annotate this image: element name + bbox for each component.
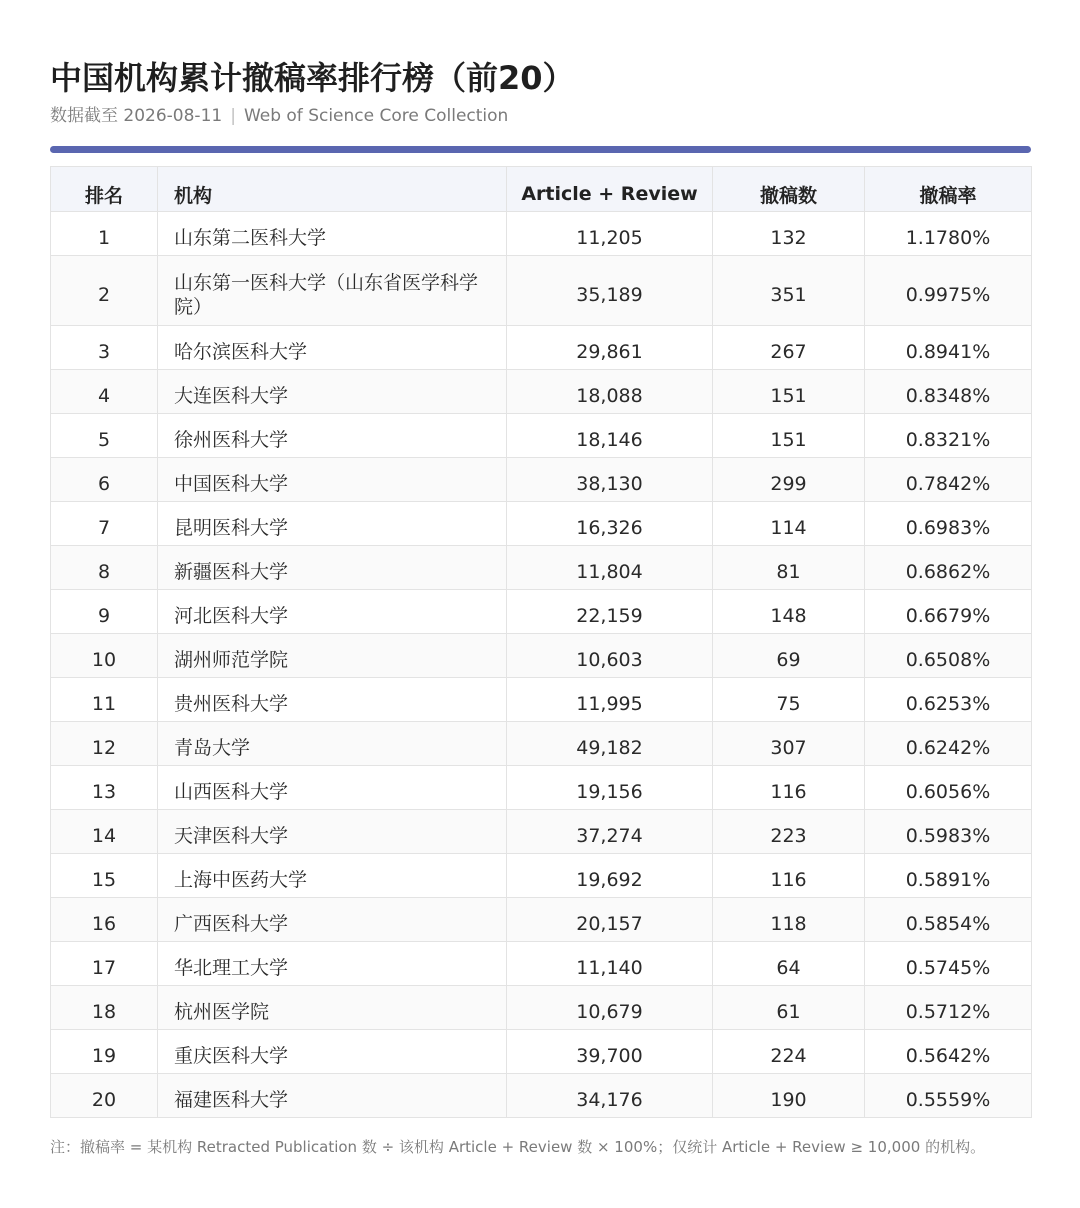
cell-article-review: 19,692 [507, 854, 713, 898]
cell-retraction-count: 116 [713, 766, 865, 810]
cell-rank: 13 [51, 766, 158, 810]
cell-rank: 19 [51, 1030, 158, 1074]
header-retraction-count: 撤稿数 [713, 167, 865, 212]
ranking-table [50, 166, 1032, 1118]
page-title: 中国机构累计撤稿率排行榜（前20） [50, 59, 575, 97]
cell-article-review: 10,603 [507, 634, 713, 678]
table-row [51, 722, 1032, 766]
cell-retraction-rate: 0.6679% [865, 590, 1032, 634]
cell-rank: 12 [51, 722, 158, 766]
cell-institution: 河北医科大学 [158, 590, 507, 634]
cell-retraction-rate: 0.6253% [865, 678, 1032, 722]
cell-retraction-rate: 0.5891% [865, 854, 1032, 898]
cell-retraction-count: 81 [713, 546, 865, 590]
cell-article-review: 22,159 [507, 590, 713, 634]
cell-retraction-count: 151 [713, 414, 865, 458]
header-article-review: Article + Review [507, 167, 713, 212]
cell-retraction-count: 64 [713, 942, 865, 986]
cell-institution: 天津医科大学 [158, 810, 507, 854]
cell-retraction-rate: 0.6983% [865, 502, 1032, 546]
cell-institution: 山东第二医科大学 [158, 212, 507, 256]
table-row [51, 414, 1032, 458]
cell-retraction-count: 299 [713, 458, 865, 502]
cell-institution: 福建医科大学 [158, 1074, 507, 1118]
table-row [51, 502, 1032, 546]
cell-rank: 11 [51, 678, 158, 722]
table-row [51, 212, 1032, 256]
cell-retraction-count: 61 [713, 986, 865, 1030]
cell-retraction-rate: 0.5642% [865, 1030, 1032, 1074]
table-row [51, 326, 1032, 370]
cell-retraction-rate: 0.8321% [865, 414, 1032, 458]
cell-retraction-count: 116 [713, 854, 865, 898]
table-row [51, 678, 1032, 722]
cell-rank: 8 [51, 546, 158, 590]
subtitle [50, 104, 508, 128]
cell-institution: 杭州医学院 [158, 986, 507, 1030]
separator: | [230, 106, 236, 126]
accent-bar [50, 146, 1031, 153]
cell-rank: 14 [51, 810, 158, 854]
table-row [51, 766, 1032, 810]
table-row [51, 256, 1032, 326]
cell-rank: 18 [51, 986, 158, 1030]
cell-retraction-rate: 0.9975% [865, 256, 1032, 326]
cell-institution: 广西医科大学 [158, 898, 507, 942]
cell-institution: 哈尔滨医科大学 [158, 326, 507, 370]
cell-rank: 20 [51, 1074, 158, 1118]
cell-retraction-count: 307 [713, 722, 865, 766]
cell-article-review: 37,274 [507, 810, 713, 854]
cell-retraction-count: 267 [713, 326, 865, 370]
cell-article-review: 16,326 [507, 502, 713, 546]
cell-institution: 徐州医科大学 [158, 414, 507, 458]
cell-article-review: 11,205 [507, 212, 713, 256]
cell-institution: 青岛大学 [158, 722, 507, 766]
cell-retraction-count: 75 [713, 678, 865, 722]
table-row [51, 590, 1032, 634]
cell-retraction-count: 224 [713, 1030, 865, 1074]
cell-retraction-rate: 0.5745% [865, 942, 1032, 986]
data-source: Web of Science Core Collection [243, 106, 509, 126]
cell-rank: 7 [51, 502, 158, 546]
cell-rank: 17 [51, 942, 158, 986]
cell-retraction-rate: 1.1780% [865, 212, 1032, 256]
cell-rank: 1 [51, 212, 158, 256]
cell-retraction-rate: 0.5559% [865, 1074, 1032, 1118]
cell-retraction-rate: 0.6056% [865, 766, 1032, 810]
cell-retraction-rate: 0.7842% [865, 458, 1032, 502]
cell-rank: 15 [51, 854, 158, 898]
cell-retraction-rate: 0.6862% [865, 546, 1032, 590]
cell-article-review: 11,140 [507, 942, 713, 986]
cell-article-review: 39,700 [507, 1030, 713, 1074]
cell-rank: 9 [51, 590, 158, 634]
cell-institution: 华北理工大学 [158, 942, 507, 986]
table-header-row [51, 167, 1032, 212]
cell-retraction-rate: 0.8348% [865, 370, 1032, 414]
table-body [51, 212, 1032, 1118]
cell-rank: 3 [51, 326, 158, 370]
cell-retraction-rate: 0.6508% [865, 634, 1032, 678]
table-row [51, 1030, 1032, 1074]
cell-retraction-rate: 0.5712% [865, 986, 1032, 1030]
table-row [51, 942, 1032, 986]
cell-article-review: 35,189 [507, 256, 713, 326]
cell-article-review: 18,088 [507, 370, 713, 414]
cell-article-review: 18,146 [507, 414, 713, 458]
cell-rank: 16 [51, 898, 158, 942]
cell-retraction-count: 114 [713, 502, 865, 546]
cell-article-review: 34,176 [507, 1074, 713, 1118]
cell-article-review: 49,182 [507, 722, 713, 766]
cell-institution: 中国医科大学 [158, 458, 507, 502]
cell-institution: 贵州医科大学 [158, 678, 507, 722]
cell-rank: 10 [51, 634, 158, 678]
cell-article-review: 10,679 [507, 986, 713, 1030]
table-row [51, 634, 1032, 678]
cell-retraction-count: 118 [713, 898, 865, 942]
cell-rank: 2 [51, 256, 158, 326]
cell-retraction-count: 151 [713, 370, 865, 414]
cell-institution: 湖州师范学院 [158, 634, 507, 678]
header-rank: 排名 [51, 167, 158, 212]
cell-retraction-count: 223 [713, 810, 865, 854]
cell-institution: 山西医科大学 [158, 766, 507, 810]
cell-institution: 重庆医科大学 [158, 1030, 507, 1074]
table-row [51, 370, 1032, 414]
cell-article-review: 20,157 [507, 898, 713, 942]
table-row [51, 898, 1032, 942]
footnote: 注：撤稿率 = 某机构 Retracted Publication 数 ÷ 该机构 Article + Review 数 × 100%；仅统计 Article + Review ≥ 10,000 的机构。 [50, 1138, 986, 1156]
cell-institution: 昆明医科大学 [158, 502, 507, 546]
header-retraction-rate: 撤稿率 [865, 167, 1032, 212]
cell-rank: 5 [51, 414, 158, 458]
header-institution: 机构 [158, 167, 507, 212]
table-row [51, 458, 1032, 502]
cell-retraction-rate: 0.5983% [865, 810, 1032, 854]
cell-retraction-count: 69 [713, 634, 865, 678]
cell-retraction-count: 351 [713, 256, 865, 326]
cell-retraction-rate: 0.6242% [865, 722, 1032, 766]
cell-retraction-count: 190 [713, 1074, 865, 1118]
cell-article-review: 19,156 [507, 766, 713, 810]
cell-article-review: 38,130 [507, 458, 713, 502]
table-row [51, 854, 1032, 898]
cell-rank: 6 [51, 458, 158, 502]
table-row [51, 810, 1032, 854]
cell-retraction-rate: 0.8941% [865, 326, 1032, 370]
cell-rank: 4 [51, 370, 158, 414]
cell-retraction-rate: 0.5854% [865, 898, 1032, 942]
cell-article-review: 11,995 [507, 678, 713, 722]
cell-retraction-count: 132 [713, 212, 865, 256]
table-row [51, 986, 1032, 1030]
cell-institution: 山东第一医科大学（山东省医学科学院） [158, 256, 507, 326]
cell-article-review: 11,804 [507, 546, 713, 590]
cell-institution: 新疆医科大学 [158, 546, 507, 590]
cell-retraction-count: 148 [713, 590, 865, 634]
table-row [51, 546, 1032, 590]
cell-article-review: 29,861 [507, 326, 713, 370]
cell-institution: 大连医科大学 [158, 370, 507, 414]
data-date: 数据截至 2026-08-11 [50, 106, 223, 126]
table-row [51, 1074, 1032, 1118]
cell-institution: 上海中医药大学 [158, 854, 507, 898]
